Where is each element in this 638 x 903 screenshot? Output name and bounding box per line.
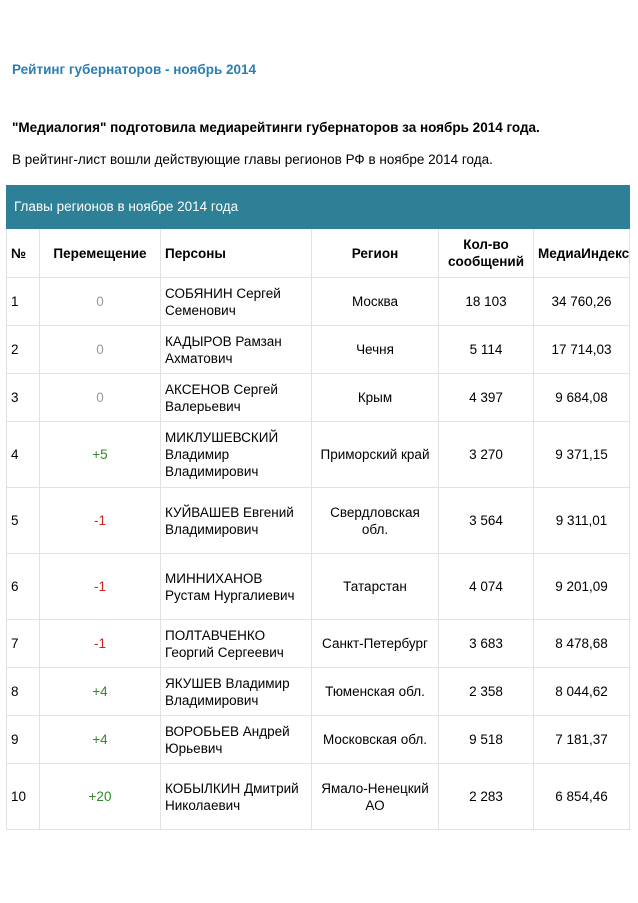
intro-text: "Медиалогия" подготовила медиарейтинги губернаторов за ноябрь 2014 года. bbox=[12, 120, 540, 135]
cell-person: КАДЫРОВ Рамзан Ахматович bbox=[161, 326, 312, 374]
cell-count: 4 397 bbox=[439, 374, 534, 422]
cell-index: 8 478,68 bbox=[534, 620, 630, 668]
table-banner: Главы регионов в ноябре 2014 года bbox=[6, 185, 630, 229]
cell-num: 4 bbox=[7, 422, 40, 488]
table-row bbox=[7, 278, 630, 326]
header-move: Перемещение bbox=[40, 229, 161, 278]
cell-person: СОБЯНИН Сергей Семенович bbox=[161, 278, 312, 326]
cell-move: +20 bbox=[40, 764, 161, 830]
cell-num: 7 bbox=[7, 620, 40, 668]
cell-region: Санкт-Петербург bbox=[312, 620, 439, 668]
cell-person: АКСЕНОВ Сергей Валерьевич bbox=[161, 374, 312, 422]
cell-move: -1 bbox=[40, 554, 161, 620]
cell-move: -1 bbox=[40, 488, 161, 554]
header-region: Регион bbox=[312, 229, 439, 278]
cell-region: Свердловская обл. bbox=[312, 488, 439, 554]
cell-count: 9 518 bbox=[439, 716, 534, 764]
table-row bbox=[7, 374, 630, 422]
cell-index: 9 371,15 bbox=[534, 422, 630, 488]
cell-index: 9 684,08 bbox=[534, 374, 630, 422]
table-row bbox=[7, 668, 630, 716]
cell-num: 8 bbox=[7, 668, 40, 716]
cell-region: Татарстан bbox=[312, 554, 439, 620]
table-row bbox=[7, 554, 630, 620]
cell-move: 0 bbox=[40, 326, 161, 374]
cell-count: 2 283 bbox=[439, 764, 534, 830]
cell-num: 6 bbox=[7, 554, 40, 620]
cell-index: 9 311,01 bbox=[534, 488, 630, 554]
table-row bbox=[7, 764, 630, 830]
cell-region: Москва bbox=[312, 278, 439, 326]
cell-count: 18 103 bbox=[439, 278, 534, 326]
cell-num: 10 bbox=[7, 764, 40, 830]
cell-region: Тюменская обл. bbox=[312, 668, 439, 716]
cell-index: 8 044,62 bbox=[534, 668, 630, 716]
cell-person: ВОРОБЬЕВ Андрей Юрьевич bbox=[161, 716, 312, 764]
cell-person: ЯКУШЕВ Владимир Владимирович bbox=[161, 668, 312, 716]
cell-move: +4 bbox=[40, 668, 161, 716]
cell-num: 5 bbox=[7, 488, 40, 554]
cell-person: МИННИХАНОВ Рустам Нургалиевич bbox=[161, 554, 312, 620]
cell-person: КОБЫЛКИН Дмитрий Николаевич bbox=[161, 764, 312, 830]
cell-num: 3 bbox=[7, 374, 40, 422]
cell-index: 34 760,26 bbox=[534, 278, 630, 326]
cell-index: 7 181,37 bbox=[534, 716, 630, 764]
cell-num: 1 bbox=[7, 278, 40, 326]
cell-index: 17 714,03 bbox=[534, 326, 630, 374]
cell-count: 5 114 bbox=[439, 326, 534, 374]
header-person: Персоны bbox=[161, 229, 312, 278]
table-header-row bbox=[7, 229, 630, 278]
table-row bbox=[7, 488, 630, 554]
rating-table bbox=[6, 229, 630, 830]
cell-region: Крым bbox=[312, 374, 439, 422]
cell-index: 9 201,09 bbox=[534, 554, 630, 620]
cell-index: 6 854,46 bbox=[534, 764, 630, 830]
cell-count: 3 564 bbox=[439, 488, 534, 554]
cell-person: МИКЛУШЕВСКИЙ Владимир Владимирович bbox=[161, 422, 312, 488]
table-row bbox=[7, 326, 630, 374]
cell-region: Чечня bbox=[312, 326, 439, 374]
cell-move: 0 bbox=[40, 374, 161, 422]
cell-move: 0 bbox=[40, 278, 161, 326]
header-count: Кол-во сообщений bbox=[439, 229, 534, 278]
cell-region: Московская обл. bbox=[312, 716, 439, 764]
table-row bbox=[7, 620, 630, 668]
cell-num: 9 bbox=[7, 716, 40, 764]
cell-count: 2 358 bbox=[439, 668, 534, 716]
cell-move: +4 bbox=[40, 716, 161, 764]
description-text: В рейтинг-лист вошли действующие главы регионов РФ в ноябре 2014 года. bbox=[12, 152, 493, 167]
cell-region: Ямало-Ненецкий АО bbox=[312, 764, 439, 830]
cell-move: -1 bbox=[40, 620, 161, 668]
cell-move: +5 bbox=[40, 422, 161, 488]
table-row bbox=[7, 422, 630, 488]
header-num: № bbox=[7, 229, 40, 278]
cell-person: КУЙВАШЕВ Евгений Владимирович bbox=[161, 488, 312, 554]
cell-count: 3 683 bbox=[439, 620, 534, 668]
header-index: МедиаИндекс bbox=[534, 229, 630, 278]
cell-count: 3 270 bbox=[439, 422, 534, 488]
cell-region: Приморский край bbox=[312, 422, 439, 488]
table-row bbox=[7, 716, 630, 764]
cell-count: 4 074 bbox=[439, 554, 534, 620]
page-title: Рейтинг губернаторов - ноябрь 2014 bbox=[12, 62, 257, 77]
cell-num: 2 bbox=[7, 326, 40, 374]
cell-person: ПОЛТАВЧЕНКО Георгий Сергеевич bbox=[161, 620, 312, 668]
